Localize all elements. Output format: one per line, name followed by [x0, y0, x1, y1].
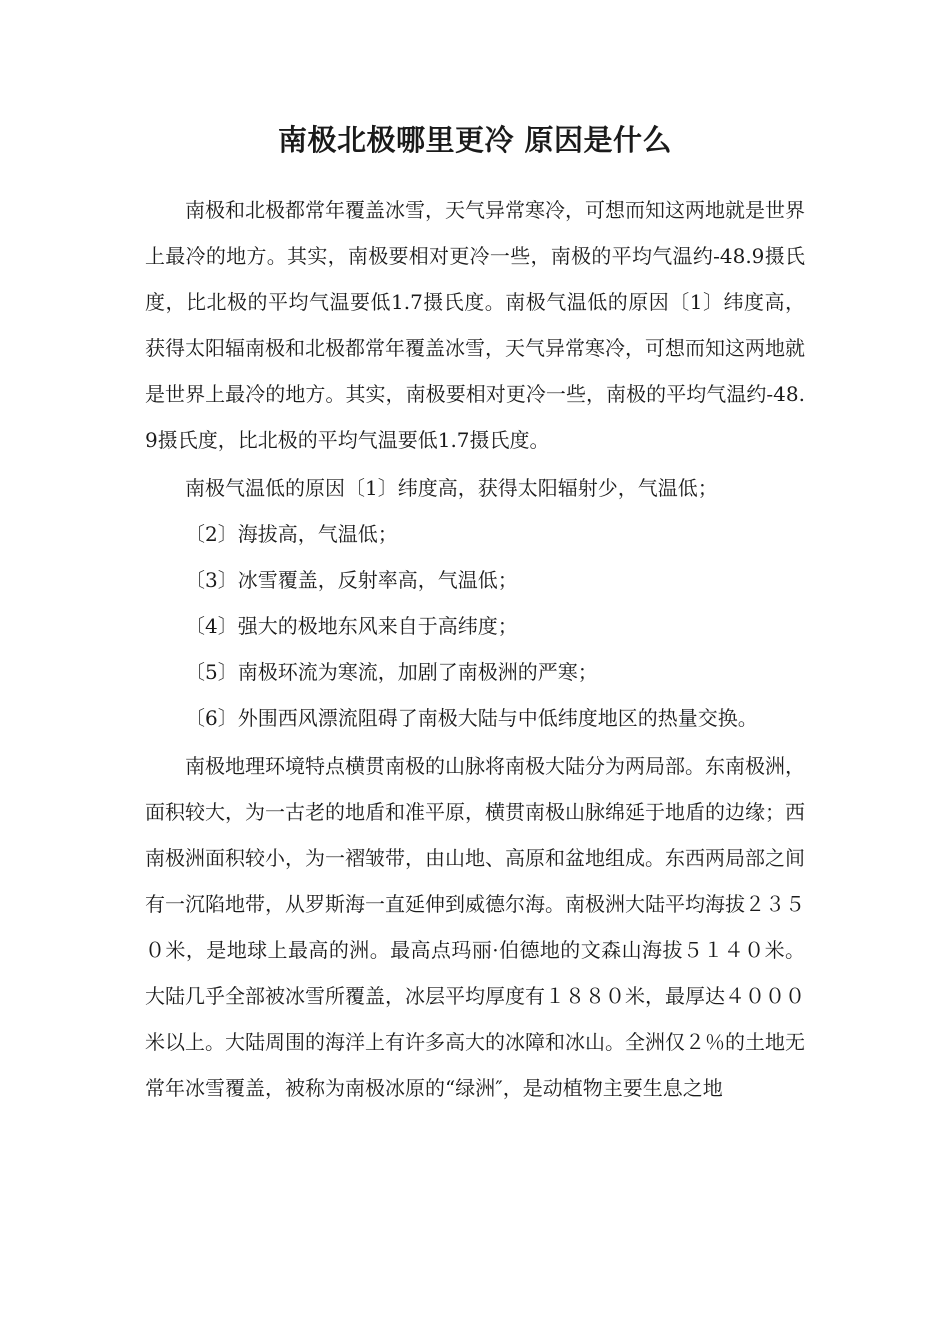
list-item-reason-2: 〔2〕海拔高，气温低； [185, 522, 398, 546]
list-item-reason-6: 〔6〕外围西风漂流阻碍了南极大陆与中低纬度地区的热量交换。 [185, 706, 758, 730]
list-item-reason-4: 〔4〕强大的极地东风来自于高纬度； [185, 614, 518, 638]
document-body [145, 185, 805, 1111]
list-item-reason-3: 〔3〕冰雪覆盖，反射率高，气温低； [185, 568, 518, 592]
paragraph-geography: 南极地理环境特点横贯南极的山脉将南极大陆分为两局部。东南极洲，面积较大，为一古老的地盾和准平原，横贯南极山脉绵延于地盾的边缘；西南极洲面积较小，为一褶皱带，由山地、高原和盆地组成。东西两局部之间有一沉陷地带，从罗斯海一直延伸到威德尔海。南极洲大陆平均海拔２３５０米，是地球上最高的洲。最高点玛丽·伯德地的文森山海拔５１４０米。大陆几乎全部被冰雪所覆盖，冰层平均厚度有１８８０米，最厚达４０００米以上。大陆周围的海洋上有许多高大的冰障和冰山。全洲仅２％的土地无常年冰雪覆盖，被称为南极冰原的“绿洲″，是动植物主要生息之地 [145, 754, 805, 1100]
list-item-reason-5: 〔5〕南极环流为寒流，加剧了南极洲的严寒； [185, 660, 598, 684]
document-title: 南极北极哪里更冷 原因是什么 [277, 123, 673, 157]
paragraph-intro: 南极和北极都常年覆盖冰雪，天气异常寒冷，可想而知这两地就是世界上最冷的地方。其实，南极要相对更冷一些，南极的平均气温约-48.9摄氏度，比北极的平均气温要低1.7摄氏度。南极气温低的原因〔1〕纬度高，获得太阳辐南极和北极都常年覆盖冰雪，天气异常寒冷，可想而知这两地就是世界上最冷的地方。其实，南极要相对更冷一些，南极的平均气温约-48.9摄氏度，比北极的平均气温要低1.7摄氏度。 [145, 198, 805, 452]
paragraph-reason-1: 南极气温低的原因〔1〕纬度高，获得太阳辐射少，气温低； [185, 476, 718, 500]
